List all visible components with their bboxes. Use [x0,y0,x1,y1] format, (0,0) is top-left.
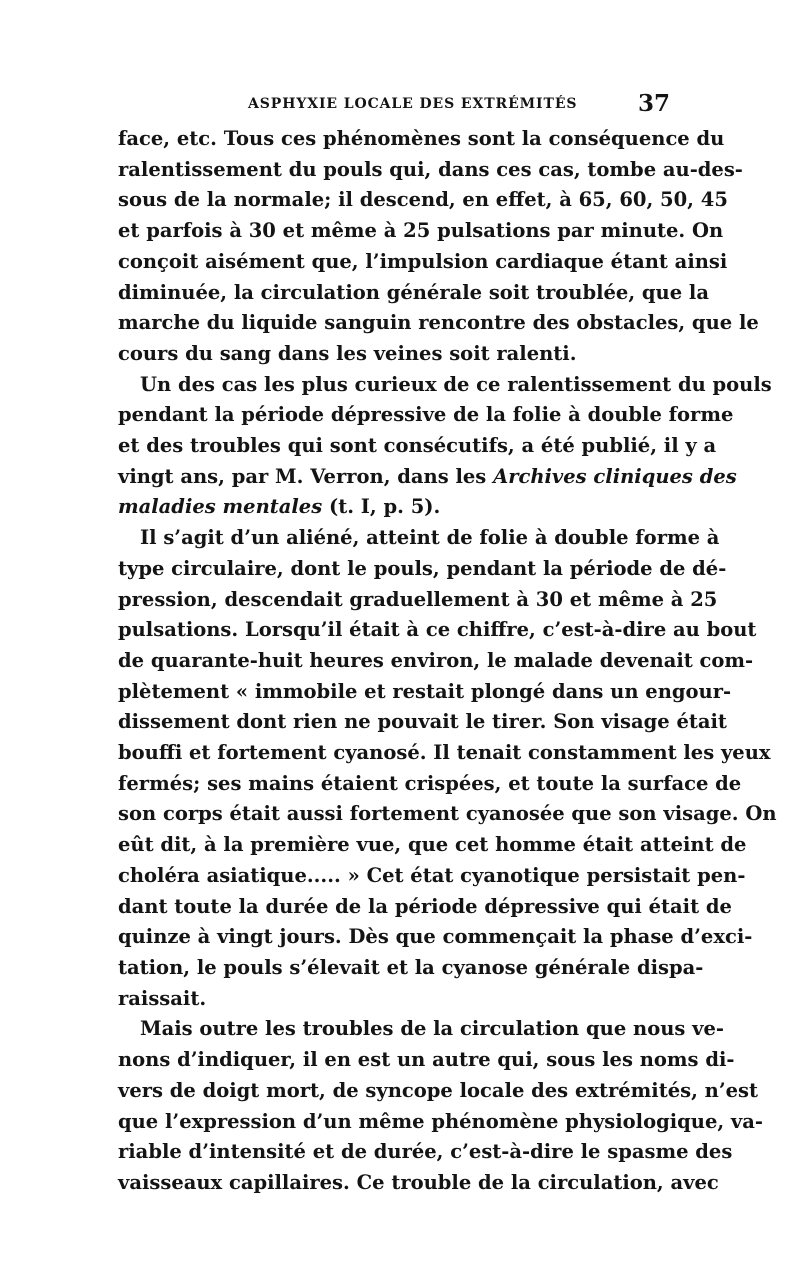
journal-title-italic: maladies mentales [118,495,323,519]
text-line: bouffi et fortement cyanosé. Il tenait constamment les yeux [118,741,771,765]
text-line: choléra asiatique..... » Cet état cyanotique persistait pen- [118,863,746,887]
text-line: plètement « immobile et restait plongé dans un engour- [118,679,732,703]
text-line: pendant la période dépressive de la folie à double forme [118,403,734,427]
text-line: face, etc. Tous ces phénomènes sont la conséquence du [118,127,725,150]
text-line: tation, le pouls s’élevait et la cyanose générale dispa- [118,955,704,979]
text-line: conçoit aisément que, l’impulsion cardiaque étant ainsi [118,249,728,273]
body-text [118,124,777,1199]
text-line: type circulaire, dont le pouls, pendant la période de dé- [118,556,727,580]
text-line: de quarante-huit heures environ, le malade devenait com- [118,648,754,672]
page-header [118,90,670,124]
paragraph-3 [118,523,777,1014]
text-segment: (t. I, p. 5). [322,495,441,519]
text-line [118,492,673,523]
text-line: et parfois à 30 et même à 25 pulsations par minute. On [118,219,724,243]
text-line: ralentissement du pouls qui, dans ces cas, tombe au-des- [118,157,743,181]
text-line: et des troubles qui sont consécutifs, a été publié, il y a [118,434,717,458]
running-title: ASPHYXIE LOCALE DES EXTRÉMITÉS [248,96,578,112]
text-line: vaisseaux capillaires. Ce trouble de la circulation, avec [118,1170,719,1194]
text-line: marche du liquide sanguin rencontre des obstacles, que le [118,311,759,335]
text-line: cours du sang dans les veines soit ralenti. [118,341,577,365]
text-line: raissait. [118,986,207,1010]
text-line: diminuée, la circulation générale soit troublée, que la [118,280,709,304]
paragraph-1 [118,124,759,370]
text-line: fermés; ses mains étaient crispées, et toute la surface de [118,771,742,795]
text-line: son corps était aussi fortement cyanosée que son visage. On [118,802,777,826]
text-line: Un des cas les plus curieux de ce ralentissement du pouls [140,372,772,396]
text-line: Il s’agit d’un aliéné, atteint de folie à double forme à [140,526,720,550]
paragraph-2 [118,370,772,524]
text-line: pression, descendait graduellement à 30 et même à 25 [118,587,718,611]
text-line: dant toute la durée de la période dépressive qui était de [118,894,732,918]
text-segment: vingt ans, par M. Verron, dans les [118,464,494,488]
page-number: 37 [637,90,670,117]
text-line: quinze à vingt jours. Dès que commençait la phase d’exci- [118,925,753,949]
text-line: riable d’intensité et de durée, c’est-à-dire le spasme des [118,1140,733,1164]
text-line: que l’expression d’un même phénomène physiologique, va- [118,1109,763,1133]
text-line: sous de la normale; il descend, en effet, à 65, 60, 50, 45 [118,188,728,212]
journal-title-italic: Archives cliniques des [493,464,737,488]
paragraph-4 [118,1014,763,1198]
text-line: nons d’indiquer, il en est un autre qui, sous les noms di- [118,1048,735,1072]
text-line [118,462,737,493]
text-line: vers de doigt mort, de syncope locale des extrémités, n’est [118,1078,759,1102]
text-line: eût dit, à la première vue, que cet homme était atteint de [118,833,747,857]
text-line: dissement dont rien ne pouvait le tirer. Son visage était [118,710,727,734]
text-line: pulsations. Lorsqu’il était à ce chiffre, c’est-à-dire au bout [118,618,757,642]
text-line: Mais outre les troubles de la circulation que nous ve- [140,1017,724,1041]
